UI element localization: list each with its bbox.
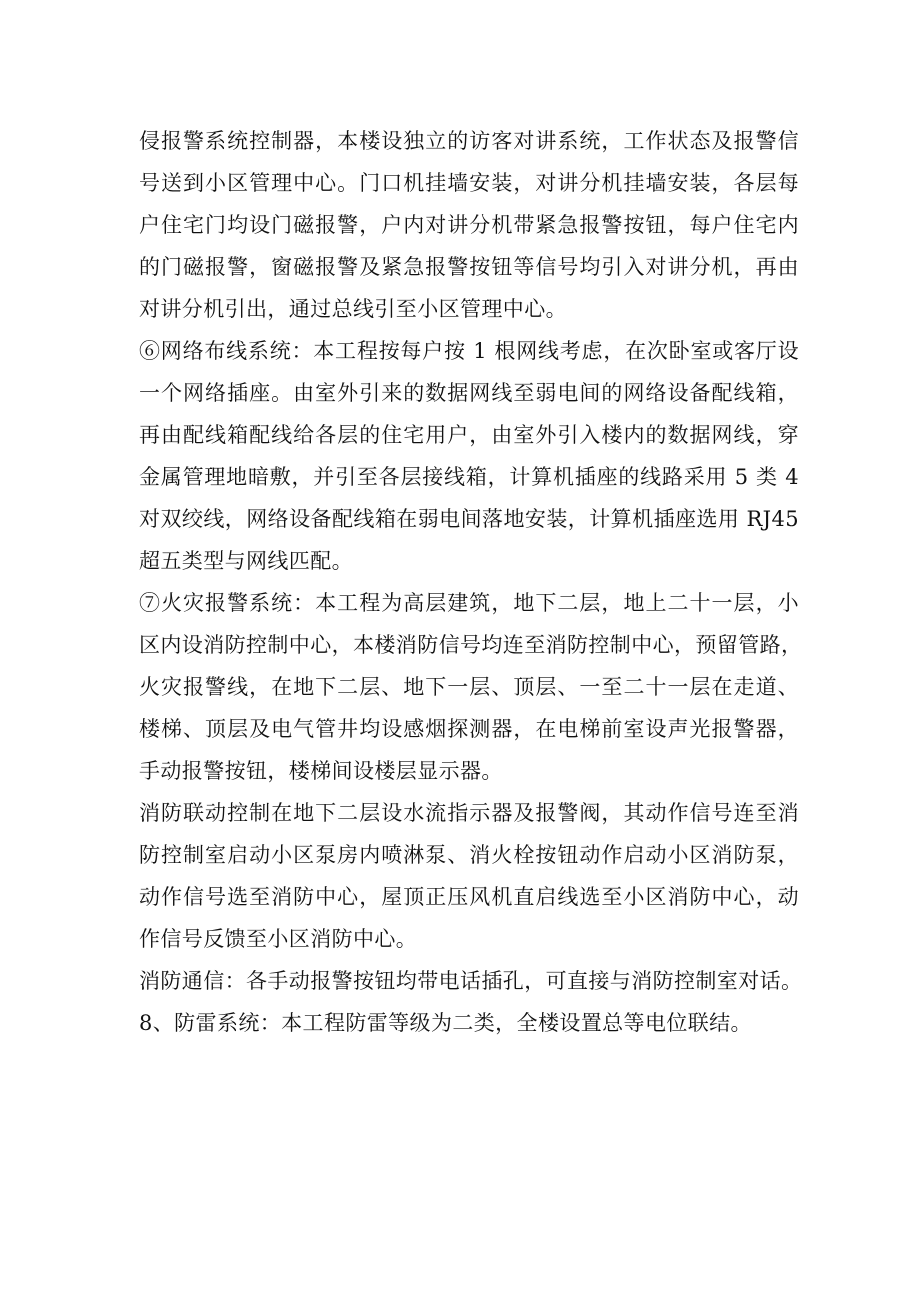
- text-line: 防控制室启动小区泵房内喷淋泵、消火栓按钮动作启动小区消防泵，: [139, 843, 799, 867]
- text-line: 的门磁报警，窗磁报警及紧急报警按钮等信号均引入对讲分机，再由: [139, 255, 799, 279]
- text-line: ⑦火灾报警系统：本工程为高层建筑，地下二层，地上二十一层，小: [139, 591, 799, 615]
- text-line: 楼梯、顶层及电气管井均设感烟探测器，在电梯前室设声光报警器，: [139, 717, 799, 741]
- text-line: 对双绞线，网络设备配线箱在弱电间落地安装，计算机插座选用 RJ45: [139, 507, 799, 531]
- text-line: 金属管理地暗敷，并引至各层接线箱，计算机插座的线路采用 5 类 4: [139, 465, 799, 489]
- paragraph-fire-alarm: [139, 582, 803, 792]
- text-line: 户住宅门均设门磁报警，户内对讲分机带紧急报警按钮，每户住宅内: [139, 213, 799, 237]
- text-line: 消防通信：各手动报警按钮均带电话插孔，可直接与消防控制室对话。: [139, 969, 803, 993]
- text-line: 消防联动控制在地下二层设水流指示器及报警阀，其动作信号连至消: [139, 801, 799, 825]
- text-line: 火灾报警线，在地下二层、地下一层、顶层、一至二十一层在走道、: [139, 675, 799, 699]
- text-line: 超五类型与网线匹配。: [139, 549, 353, 573]
- text-line: 对讲分机引出，通过总线引至小区管理中心。: [139, 297, 567, 321]
- text-line: 号送到小区管理中心。门口机挂墙安装，对讲分机挂墙安装，各层每: [139, 171, 799, 195]
- paragraph-fire-communication: [139, 960, 803, 1002]
- document-body: [139, 120, 803, 1044]
- text-line: 区内设消防控制中心，本楼消防信号均连至消防控制中心，预留管路，: [139, 633, 803, 657]
- paragraph-intrusion-alarm: [139, 120, 799, 330]
- text-line: 8、防雷系统：本工程防雷等级为二类，全楼设置总等电位联结。: [139, 1011, 752, 1035]
- text-line: 手动报警按钮，楼梯间设楼层显示器。: [139, 759, 503, 783]
- text-line: ⑥网络布线系统：本工程按每户按 1 根网线考虑，在次卧室或客厅设: [139, 339, 799, 363]
- text-line: 一个网络插座。由室外引来的数据网线至弱电间的网络设备配线箱，: [139, 381, 799, 405]
- paragraph-fire-linkage: [139, 792, 799, 960]
- paragraph-network-cabling: [139, 330, 799, 582]
- text-line: 再由配线箱配线给各层的住宅用户，由室外引入楼内的数据网线，穿: [139, 423, 799, 447]
- paragraph-lightning-protection: [139, 1002, 799, 1044]
- text-line: 作信号反馈至小区消防中心。: [139, 927, 418, 951]
- text-line: 侵报警系统控制器，本楼设独立的访客对讲系统，工作状态及报警信: [139, 129, 799, 153]
- text-line: 动作信号选至消防中心，屋顶正压风机直启线选至小区消防中心，动: [139, 885, 799, 909]
